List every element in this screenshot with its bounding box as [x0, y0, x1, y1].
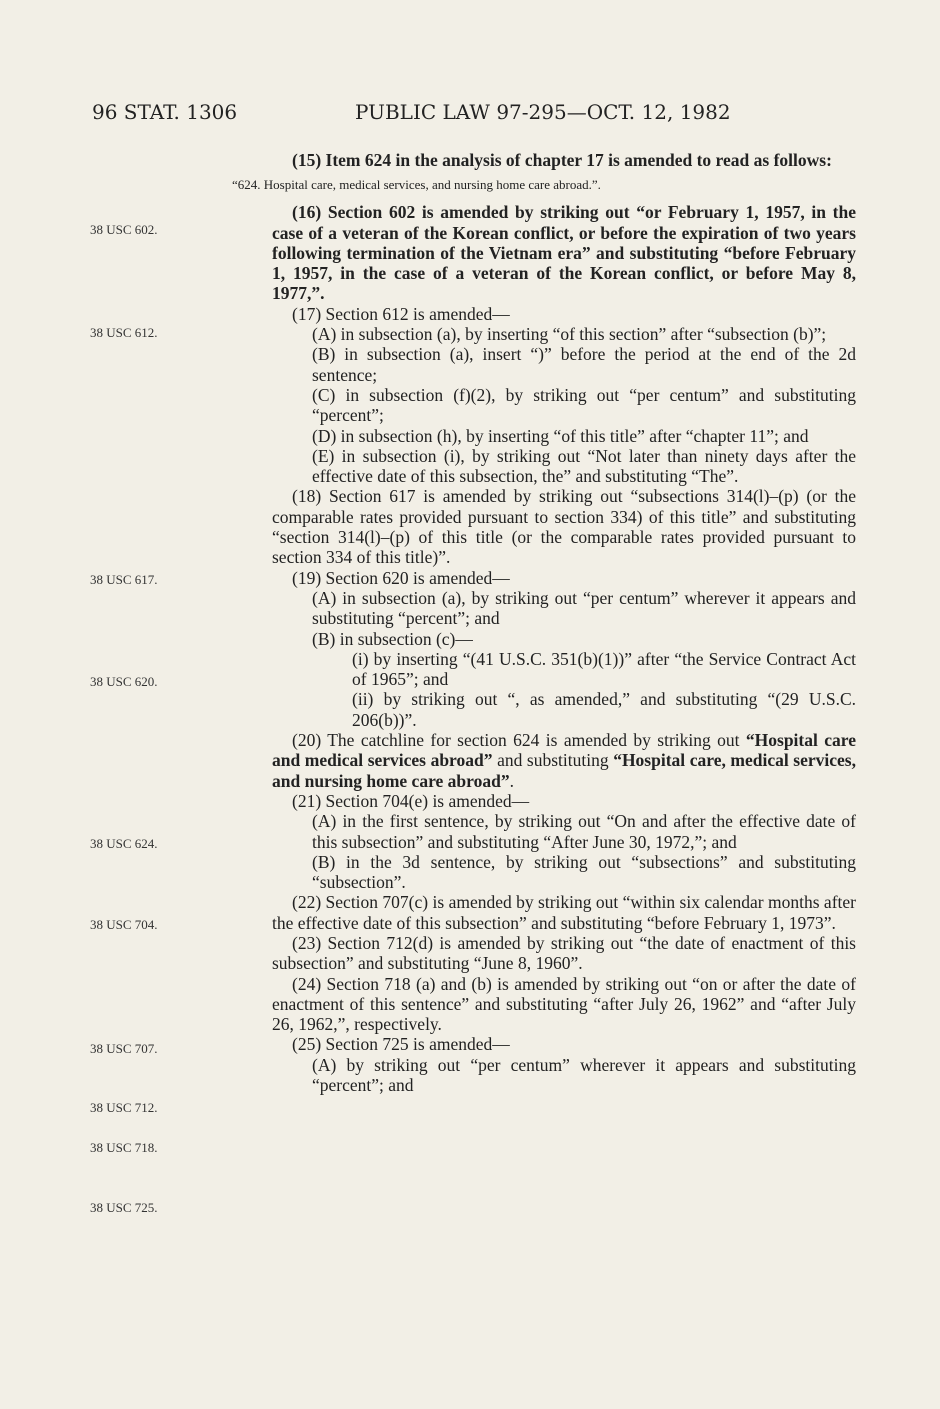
stat-page-number: 96 STAT. 1306	[92, 100, 238, 124]
paragraph-20	[272, 730, 856, 791]
paragraph-24: (24) Section 718 (a) and (b) is amended by striking out “on or after the date of enactment of this sentence” and substituting “after July 26, 1962” and “after July 26, 1962,”, respectively.	[272, 973, 856, 1035]
paragraph-21: (21) Section 704(e) is amended—	[292, 790, 530, 811]
paragraph-19: (19) Section 620 is amended—	[292, 567, 510, 588]
margin-note: 38 USC 617.	[90, 572, 158, 587]
paragraph-18: (18) Section 617 is amended by striking out “subsections 314(l)–(p) (or the comparable rates provided pursuant to section 334) of this title” and substituting “section 314(l)–(p) of this title (or the comparable rates provided pursuant to section 334 of this title)”.	[272, 486, 856, 568]
paragraph-20-text: (20) The catchline for section 624 is amended by striking out	[292, 730, 746, 751]
margin-note: 38 USC 624.	[90, 836, 158, 851]
paragraph-20-old-catchline: “Hospital care and medical services abroad”	[272, 730, 856, 771]
paragraph-15: (15) Item 624 in the analysis of chapter 17 is amended to read as follows:	[292, 150, 832, 170]
statute-text	[232, 150, 856, 1096]
paragraph-17: (17) Section 612 is amended—	[292, 303, 510, 324]
paragraph-19-b-ii: (ii) by striking out “, as amended,” and substituting “(29 U.S.C. 206(b))”.	[352, 689, 856, 730]
paragraph-20-text: and substituting	[492, 750, 614, 771]
margin-note: 38 USC 712.	[90, 1100, 158, 1115]
margin-note: 38 USC 718.	[90, 1140, 158, 1155]
paragraph-25-a: (A) by striking out “per centum” wherever it appears and substituting “percent”; and	[312, 1054, 856, 1096]
paragraph-17-c: (C) in subsection (f)(2), by striking out “per centum” and substituting “percent”;	[312, 384, 856, 426]
paragraph-17-b: (B) in subsection (a), insert “)” before the period at the end of the 2d sentence;	[312, 344, 856, 385]
paragraph-17-d: (D) in subsection (h), by inserting “of this title” after “chapter 11”; and	[312, 425, 809, 446]
paragraph-20-text: .	[509, 770, 514, 791]
margin-note: 38 USC 620.	[90, 674, 158, 689]
paragraph-19-a: (A) in subsection (a), by striking out “per centum” wherever it appears and substituting “percent”; and	[312, 587, 856, 629]
paragraph-19-b-i: (i) by inserting “(41 U.S.C. 351(b)(1))” after “the Service Contract Act of 1965”; and	[352, 648, 856, 690]
margin-note: 38 USC 725.	[90, 1200, 158, 1215]
margin-note: 38 USC 612.	[90, 325, 158, 340]
item-624-quote: “624. Hospital care, medical services, and nursing home care abroad.”.	[232, 177, 601, 193]
margin-note: 38 USC 602.	[90, 222, 158, 237]
paragraph-17-e: (E) in subsection (i), by striking out “Not later than ninety days after the effective date of this subsection, the” and substituting “The”.	[312, 445, 856, 487]
running-header: PUBLIC LAW 97-295—OCT. 12, 1982	[355, 100, 731, 124]
paragraph-22: (22) Section 707(c) is amended by striking out “within six calendar months after the effective date of this subsection” and substituting “before February 1, 1973”.	[272, 892, 856, 933]
margin-note: 38 USC 704.	[90, 917, 158, 932]
paragraph-23: (23) Section 712(d) is amended by striking out “the date of enactment of this subsection” and substituting “June 8, 1960”.	[272, 932, 856, 974]
paragraph-21-b: (B) in the 3d sentence, by striking out “subsections” and substituting “subsection”.	[312, 851, 856, 893]
paragraph-25: (25) Section 725 is amended—	[292, 1034, 510, 1055]
paragraph-20-new-catchline: “Hospital care, medical services, and nursing home care abroad”	[272, 750, 856, 791]
margin-note: 38 USC 707.	[90, 1041, 158, 1056]
paragraph-19-b: (B) in subsection (c)—	[312, 628, 473, 649]
paragraph-21-a: (A) in the first sentence, by striking out “On and after the effective date of this subsection” and substituting “After June 30, 1972,”; and	[312, 811, 856, 852]
paragraph-17-a: (A) in subsection (a), by inserting “of this section” after “subsection (b)”;	[312, 324, 827, 345]
paragraph-16: (16) Section 602 is amended by striking out “or February 1, 1957, in the case of a veteran of the Korean conflict, or before the expiration of two years following termination of the Vietnam era” and substituting “before February 1, 1957, in the case of a veteran of the Korean conflict, or before May 8, 1977,”.	[272, 202, 856, 304]
